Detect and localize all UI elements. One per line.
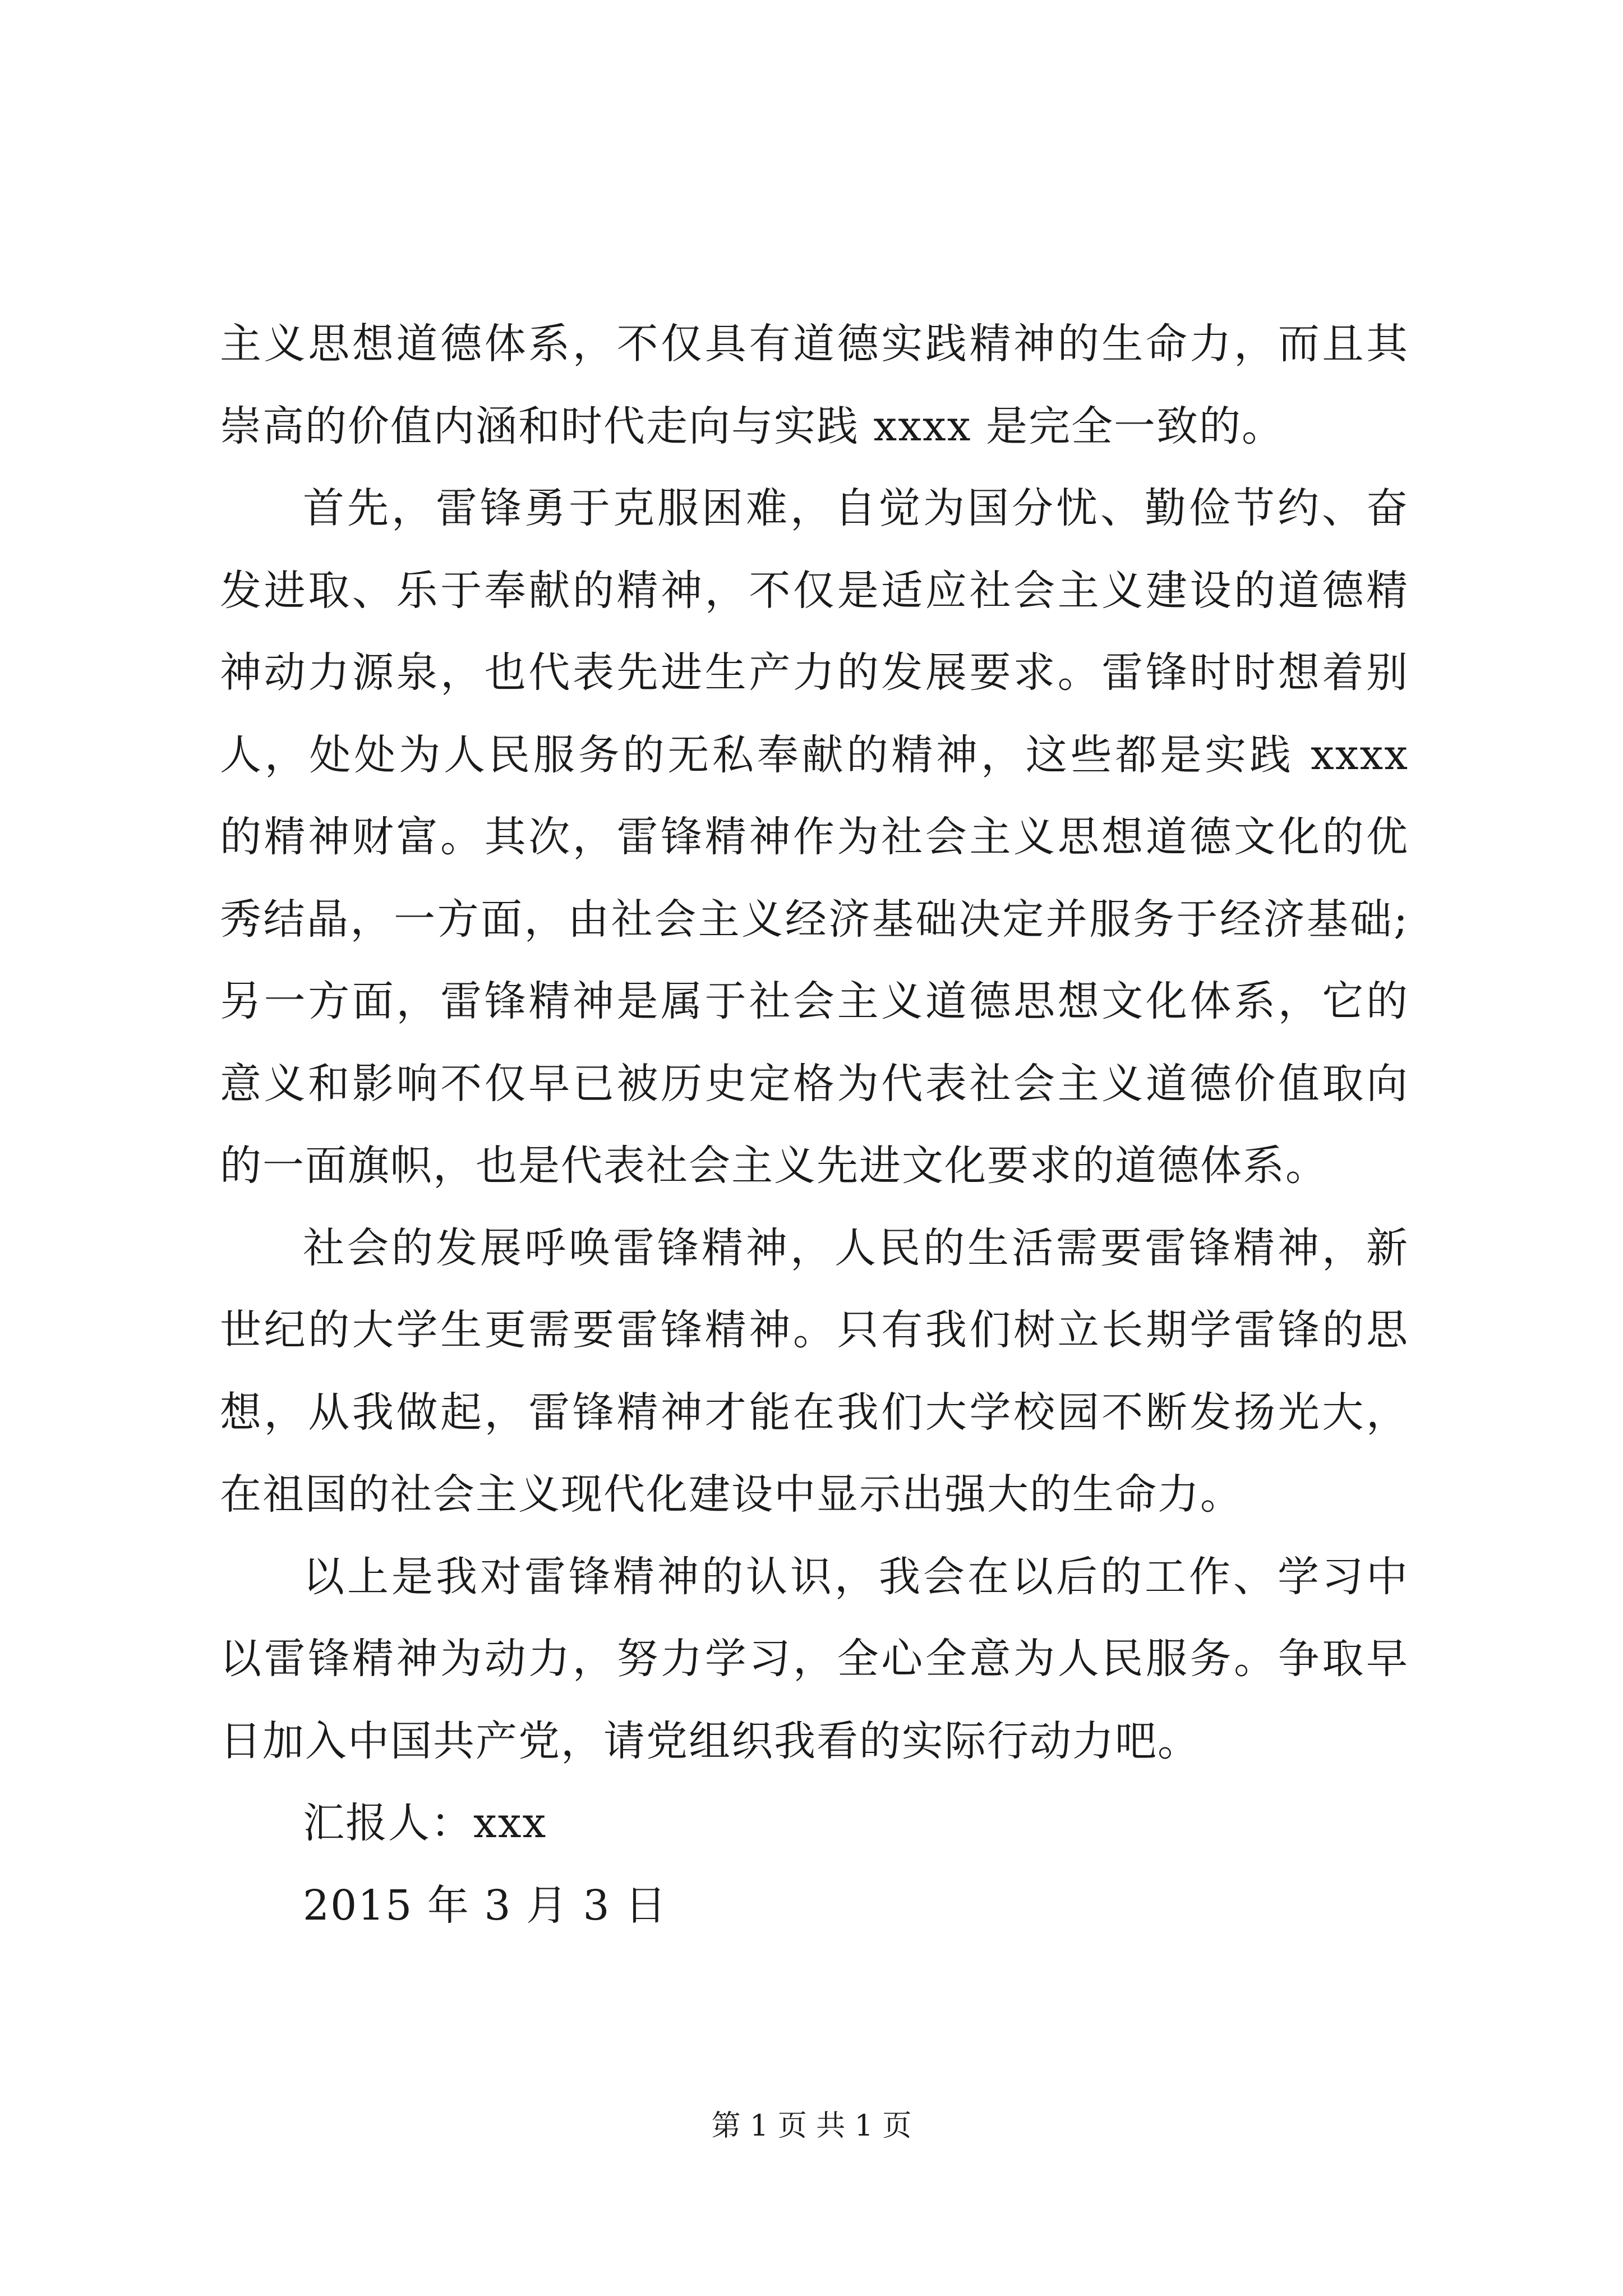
paragraph-continuation: 主义思想道德体系，不仅具有道德实践精神的生命力，而且其崇高的价值内涵和时代走向与实践 xxxx 是完全一致的。 [220,320,1409,450]
paragraph-leifeng-spirit: 首先，雷锋勇于克服困难，自觉为国分忧、勤俭节约、奋发进取、乐于奉献的精神，不仅是适应社会主义建设的道德精神动力源泉，也代表先进生产力的发展要求。雷锋时时想着别人，处处为人民服务的无私奉献的精神，这些都是实践 xxxx 的精神财富。其次，雷锋精神作为社会主义思想道德文化的优秀结晶，一方面，由社会主义经济基础决定并服务于经济基础;另一方面，雷锋精神是属于社会主义道德思想文化体系，它的意义和影响不仅早已被历史定格为代表社会主义道德价值取向的一面旗帜，也是代表社会主义先进文化要求的道德体系。 [220,484,1409,1190]
document-body [220,303,1409,1947]
page-footer: 第 1 页 共 1 页 [711,2109,912,2143]
paragraph-society-needs: 社会的发展呼唤雷锋精神，人民的生活需要雷锋精神，新世纪的大学生更需要雷锋精神。只有我们树立长期学雷锋的思想，从我做起，雷锋精神才能在我们大学校园不断发扬光大，在祖国的社会主义现代化建设中显示出强大的生命力。 [220,1223,1409,1519]
report-date: 2015 年 3 月 3 日 [303,1881,668,1930]
reporter-signature: 汇报人：xxx [303,1799,547,1847]
paragraph-conclusion: 以上是我对雷锋精神的认识，我会在以后的工作、学习中以雷锋精神为动力，努力学习，全心全意为人民服务。争取早日加入中国共产党，请党组织我看的实际行动力吧。 [220,1552,1409,1765]
